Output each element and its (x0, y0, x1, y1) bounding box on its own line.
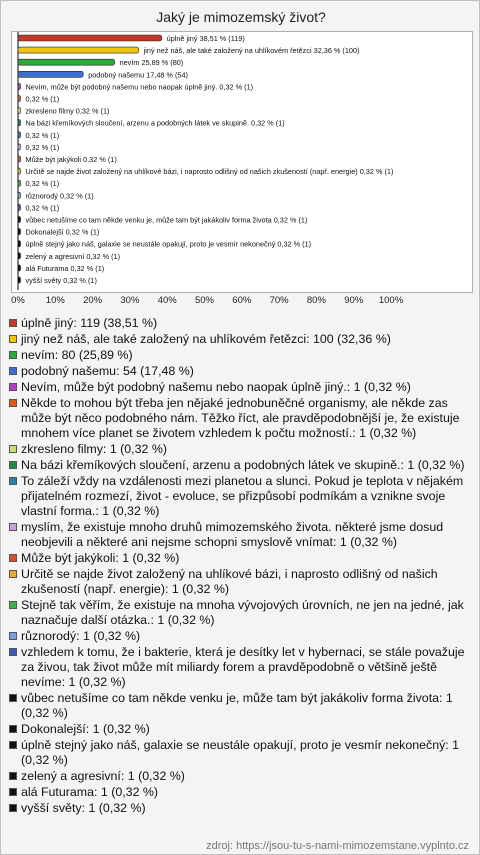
bar-label-7: Na bázi křemíkových sloučení, arzenu a podobných látek ve skupině. 0,32 % (1) (25, 118, 285, 128)
legend-swatch-4 (9, 383, 17, 391)
x-tick-label-10: 100% (378, 295, 404, 306)
bar-9 (18, 144, 21, 150)
bar-17 (18, 241, 21, 247)
bar-label-6: zkresleno filmy 0,32 % (1) (25, 106, 110, 116)
legend-text-20: vyšší světy: 1 (0,32 %) (21, 801, 146, 815)
x-tick-label-6: 60% (232, 295, 252, 306)
legend-text-14: vzhledem k tomu, že i bakterie, která je desítky let v hybernaci, se stále považuje za živou, tak život může mít miliardy forem a pravděpodobně o většině ještě nevíme: 1 (0,32 %) (21, 645, 465, 689)
legend-item-19 (8, 785, 474, 800)
legend-text-19: alá Futurama: 1 (0,32 %) (21, 785, 159, 799)
bar-label-13: různorodý 0,32 % (1) (25, 191, 94, 201)
legend-swatch-9 (9, 523, 17, 531)
legend-swatch-20 (9, 804, 17, 812)
bar-label-4: Nevím, může být podobný našemu nebo naopak úplně jiný. 0,32 % (1) (25, 82, 254, 92)
legend-text-1: jiný než náš, ale také založený na uhlíkovém řetězci: 100 (32,36 %) (21, 332, 391, 346)
bar-label-9: 0,32 % (1) (25, 142, 60, 152)
x-tick-label-3: 30% (120, 295, 140, 306)
legend-text-18: zelený a agresivní: 1 (0,32 %) (21, 769, 185, 783)
legend-text-9: myslím, že existuje mnoho druhů mimozemského života. některé jsme dosud neobjevili a některé ani nejsme schopni smyslově vnímat: 1 (0,32 %) (21, 520, 444, 549)
x-tick-label-4: 40% (157, 295, 177, 306)
x-tick-label-1: 10% (45, 295, 65, 306)
bar-20 (18, 277, 21, 283)
legend-swatch-2 (9, 351, 17, 359)
legend-item-6 (8, 442, 474, 457)
legend-swatch-18 (9, 772, 17, 780)
legend-text-10: Může být jakýkoli: 1 (0,32 %) (21, 551, 180, 565)
legend-text-17: úplně stejný jako náš, galaxie se neustále opakují, proto je vesmír nekonečný: 1 (0,32 %) (21, 738, 460, 767)
chart-svg (1, 1, 480, 311)
bar-label-16: Dokonalejší 0,32 % (1) (25, 227, 100, 237)
bar-label-19: alá Futurama 0,32 % (1) (25, 263, 105, 273)
bar-label-1: jiný než náš, ale také založený na uhlíkovém řetězci 32,36 % (100) (143, 46, 360, 56)
legend-item-12 (8, 598, 474, 628)
bar-6 (18, 108, 21, 114)
legend-swatch-0 (9, 319, 17, 327)
bar-7 (18, 120, 21, 126)
bar-2 (18, 59, 115, 65)
legend-item-8 (8, 474, 474, 519)
legend-swatch-19 (9, 788, 17, 796)
x-tick-label-9: 90% (344, 295, 364, 306)
bar-label-5: 0,32 % (1) (25, 94, 60, 104)
bar-label-0: úplně jiný 38,51 % (119) (166, 34, 245, 43)
bar-label-20: vyšší světy 0,32 % (1) (25, 276, 97, 285)
bar-label-11: Určitě se najde život založený na uhlíkové bázi, i naprosto odlišný od našich zkušeností (např. energie) 0,32 % (1) (25, 167, 394, 177)
bar-4 (18, 83, 21, 89)
legend-swatch-15 (9, 694, 17, 702)
legend-item-9 (8, 520, 474, 550)
bar-16 (18, 229, 21, 235)
bar-19 (18, 265, 21, 271)
bar-18 (18, 253, 21, 259)
legend-text-11: Určitě se najde život založený na uhlíkové bázi, i naprosto odlišný od našich zkušeností (např. energie): 1 (0,32 %) (21, 567, 438, 596)
bar-label-8: 0,32 % (1) (25, 130, 60, 140)
legend-item-15 (8, 691, 474, 721)
legend-swatch-1 (9, 335, 17, 343)
legend-item-16 (8, 722, 474, 737)
legend-swatch-8 (9, 477, 17, 485)
legend-text-7: Na bázi křemíkových sloučení, arzenu a podobných látek ve skupině.: 1 (0,32 %) (21, 458, 465, 472)
bar-14 (18, 204, 21, 210)
legend-item-11 (8, 567, 474, 597)
bar-13 (18, 192, 21, 198)
legend-swatch-3 (9, 367, 17, 375)
legend-item-0 (8, 316, 474, 331)
bar-12 (18, 180, 21, 186)
legend-text-8: To záleží vždy na vzdálenosti mezi planetou a slunci. Pokud je teplota v nějakém přijatelném rozmezí, život - evoluce, se přizpůsobí podmíkám a vznikne svoje vlastní forma.: 1 (0,32 %) (21, 474, 464, 518)
legend-text-12: Stejně tak věřím, že existuje na mnoha vývojových úrovních, ne jen na jedné, jak naznačuje další otázka.: 1 (0,32 %) (21, 598, 464, 627)
x-tick-label-8: 80% (306, 295, 326, 306)
x-tick-label-5: 50% (194, 295, 215, 306)
legend (8, 316, 474, 817)
legend-swatch-7 (9, 461, 17, 469)
legend-item-1 (8, 332, 474, 347)
legend-text-15: vůbec netušíme co tam někde venku je, může tam být jakákoliv forma života: 1 (0,32 %) (21, 691, 453, 720)
legend-swatch-11 (9, 570, 17, 578)
bar-0 (18, 35, 162, 41)
legend-item-20 (8, 801, 474, 816)
bar-label-17: úplně stejný jako náš, galaxie se neustále opakují, proto je vesmír nekonečný 0,32 % (1) (25, 239, 312, 249)
bar-11 (18, 168, 21, 174)
legend-text-2: nevím: 80 (25,89 %) (21, 348, 133, 362)
legend-text-3: podobný našemu: 54 (17,48 %) (21, 364, 194, 378)
x-tick-label-2: 20% (83, 295, 103, 306)
legend-swatch-10 (9, 554, 17, 562)
bar-label-3: podobný našemu 17,48 % (54) (88, 70, 188, 80)
legend-swatch-14 (9, 648, 17, 656)
legend-item-14 (8, 645, 474, 690)
legend-text-6: zkresleno filmy: 1 (0,32 %) (21, 442, 167, 456)
x-tick-label-0: 0% (11, 295, 25, 306)
bar-label-15: vůbec netušíme co tam někde venku je, může tam být jakákoliv forma života 0,32 % (1) (25, 215, 308, 225)
bar-10 (18, 156, 21, 162)
bar-5 (18, 96, 21, 102)
legend-swatch-17 (9, 741, 17, 749)
bar-label-18: zelený a agresivní 0,32 % (1) (25, 251, 121, 261)
legend-text-13: různorodý: 1 (0,32 %) (21, 629, 141, 643)
legend-item-13 (8, 629, 474, 644)
legend-swatch-5 (9, 399, 17, 407)
legend-item-17 (8, 738, 474, 768)
legend-swatch-12 (9, 601, 17, 609)
legend-text-5: Někde to mohou být třeba jen nějaké jednobuněčné organismy, ale někde zas může být něco podobného nám. Těžko říct, ale pravděpodobnější je, že existuje mnohem více planet se životem vzhledem k počtu možností.: 1 (0,32 %) (21, 396, 460, 440)
legend-swatch-16 (9, 725, 17, 733)
legend-item-18 (8, 769, 474, 784)
legend-item-4 (8, 380, 474, 395)
legend-item-10 (8, 551, 474, 566)
legend-item-3 (8, 364, 474, 379)
legend-swatch-13 (9, 632, 17, 640)
bar-3 (18, 71, 83, 77)
bar-label-12: 0,32 % (1) (25, 179, 60, 189)
legend-item-5 (8, 396, 474, 441)
legend-text-0: úplně jiný: 119 (38,51 %) (21, 316, 158, 330)
chart-title: Jaký je mimozemský život? (156, 9, 326, 25)
legend-item-7 (8, 458, 474, 473)
bar-15 (18, 217, 21, 223)
legend-swatch-6 (9, 445, 17, 453)
bar-label-14: 0,32 % (1) (25, 203, 60, 213)
legend-item-2 (8, 348, 474, 363)
bar-label-10: Může být jakýkoli 0,32 % (1) (25, 155, 117, 164)
source-label: zdroj: https://jsou-tu-s-nami-mimozemstane.vyplnto.cz (206, 840, 469, 852)
x-tick-label-7: 70% (269, 295, 289, 306)
legend-text-4: Nevím, může být podobný našemu nebo naopak úplně jiný.: 1 (0,32 %) (21, 380, 411, 394)
legend-text-16: Dokonalejší: 1 (0,32 %) (21, 722, 150, 736)
bar-1 (18, 47, 139, 53)
bar-8 (18, 132, 21, 138)
bar-label-2: nevím 25,89 % (80) (119, 58, 184, 68)
